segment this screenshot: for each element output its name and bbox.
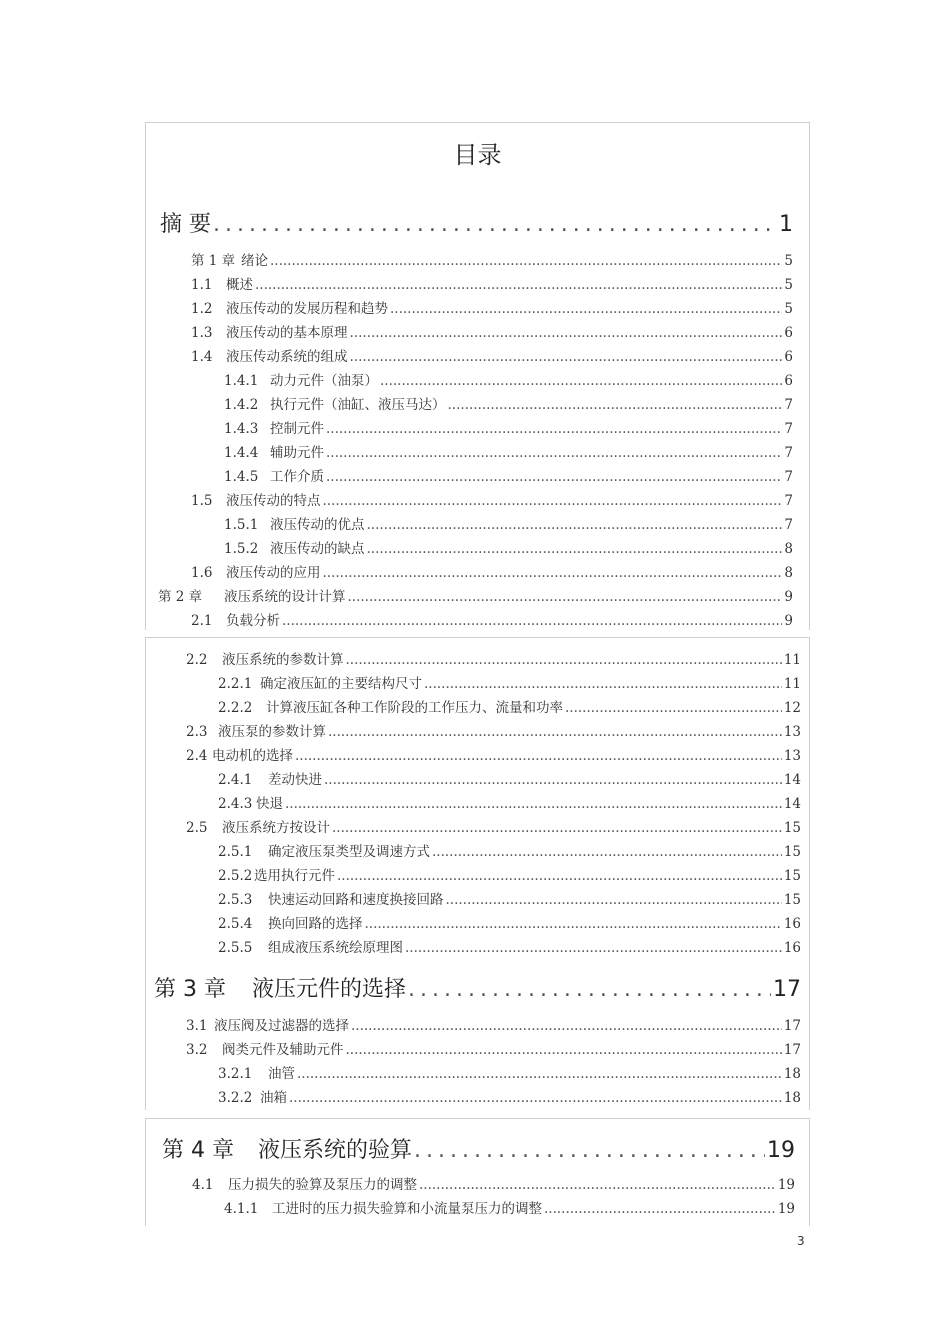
- page-number: 3: [797, 1234, 805, 1248]
- toc-entry[interactable]: 3.1 液压阀及过滤器的选择 ..... 17: [186, 1014, 801, 1034]
- toc-entry[interactable]: 第 2 章 液压系统的设计计算 ..... 9: [158, 585, 793, 605]
- toc-entry[interactable]: 4.1.1 工进时的压力损失验算和小流量泵压力的调整 ..... 19: [224, 1197, 795, 1217]
- toc-entry[interactable]: 1.5.1 液压传动的优点 ..... 7: [224, 513, 793, 533]
- toc-entry[interactable]: 1.2 液压传动的发展历程和趋势 ..... 5: [191, 297, 793, 317]
- toc-entry[interactable]: 2.5.4 换向回路的选择 ..... 16: [218, 912, 801, 932]
- toc-entry[interactable]: 2.4 电动机的选择 ..... 13: [186, 744, 801, 764]
- toc-entry[interactable]: 2.1 负载分析 ..... 9: [191, 609, 793, 629]
- toc-entry[interactable]: 2.4.1 差动快进 ..... 14: [218, 768, 801, 788]
- toc-panel-3: [145, 1118, 810, 1226]
- toc-panel-1: [145, 122, 810, 630]
- toc-entry[interactable]: 2.2.1 确定液压缸的主要结构尺寸 ..... 11: [218, 672, 801, 692]
- toc-entry[interactable]: 2.5.1 确定液压泵类型及调速方式 ..... 15: [218, 840, 801, 860]
- toc-entry[interactable]: 1.5 液压传动的特点 ..... 7: [191, 489, 793, 509]
- toc-entry-chapter-3[interactable]: 第 3 章 液压元件的选择 ..... 17: [154, 972, 801, 1003]
- toc-entry[interactable]: 2.2.2 计算液压缸各种工作阶段的工作压力、流量和功率 ..... 12: [218, 696, 801, 716]
- toc-entry[interactable]: 1.5.2 液压传动的缺点 ..... 8: [224, 537, 793, 557]
- toc-entry[interactable]: 1.4.4 辅助元件 ..... 7: [224, 441, 793, 461]
- leader-dots: [213, 212, 777, 237]
- toc-entry[interactable]: 2.5.5 组成液压系统绘原理图 ..... 16: [218, 936, 801, 956]
- toc-title: 目录: [453, 141, 502, 169]
- toc-entry-chapter-4[interactable]: 第 4 章 液压系统的验算 ..... 19: [162, 1133, 795, 1164]
- toc-entry[interactable]: 1.4.3 控制元件 ..... 7: [224, 417, 793, 437]
- toc-entry-label: 摘 要: [160, 212, 211, 237]
- toc-entry[interactable]: 3.2.1 油管 ..... 18: [218, 1062, 801, 1082]
- toc-entry[interactable]: 2.4.3 快退 ..... 14: [218, 792, 801, 812]
- toc-entry[interactable]: 1.4.5 工作介质 ..... 7: [224, 465, 793, 485]
- toc-entry[interactable]: 2.2 液压系统的参数计算 ..... 11: [186, 648, 801, 668]
- toc-entry[interactable]: 1.4.2 执行元件（油缸、液压马达） ..... 7: [224, 393, 793, 413]
- toc-entry[interactable]: 2.3 液压泵的参数计算 ..... 13: [186, 720, 801, 740]
- toc-entry[interactable]: 2.5 液压系统方按设计 ..... 15: [186, 816, 801, 836]
- toc-entry[interactable]: 1.3 液压传动的基本原理 ..... 6: [191, 321, 793, 341]
- toc-entry-abstract[interactable]: [160, 207, 793, 238]
- toc-entry[interactable]: 第 1 章 绪论 ..... 5: [191, 249, 793, 269]
- toc-entry[interactable]: 3.2.2 油箱 ..... 18: [218, 1086, 801, 1106]
- toc-entry[interactable]: 1.1 概述 ..... 5: [191, 273, 793, 293]
- toc-entry[interactable]: 1.4 液压传动系统的组成 ..... 6: [191, 345, 793, 365]
- toc-entry[interactable]: 3.2 阀类元件及辅助元件 ..... 17: [186, 1038, 801, 1058]
- toc-panel-2: [145, 637, 810, 1110]
- toc-entry[interactable]: 2.5.2 选用执行元件 ..... 15: [218, 864, 801, 884]
- toc-entry[interactable]: 4.1 压力损失的验算及泵压力的调整 ..... 19: [192, 1173, 795, 1193]
- toc-entry[interactable]: 2.5.3 快速运动回路和速度换接回路 ..... 15: [218, 888, 801, 908]
- toc-entry-page: 1: [779, 212, 793, 237]
- toc-entry[interactable]: 1.4.1 动力元件（油泵） ..... 6: [224, 369, 793, 389]
- toc-entry[interactable]: 1.6 液压传动的应用 ..... 8: [191, 561, 793, 581]
